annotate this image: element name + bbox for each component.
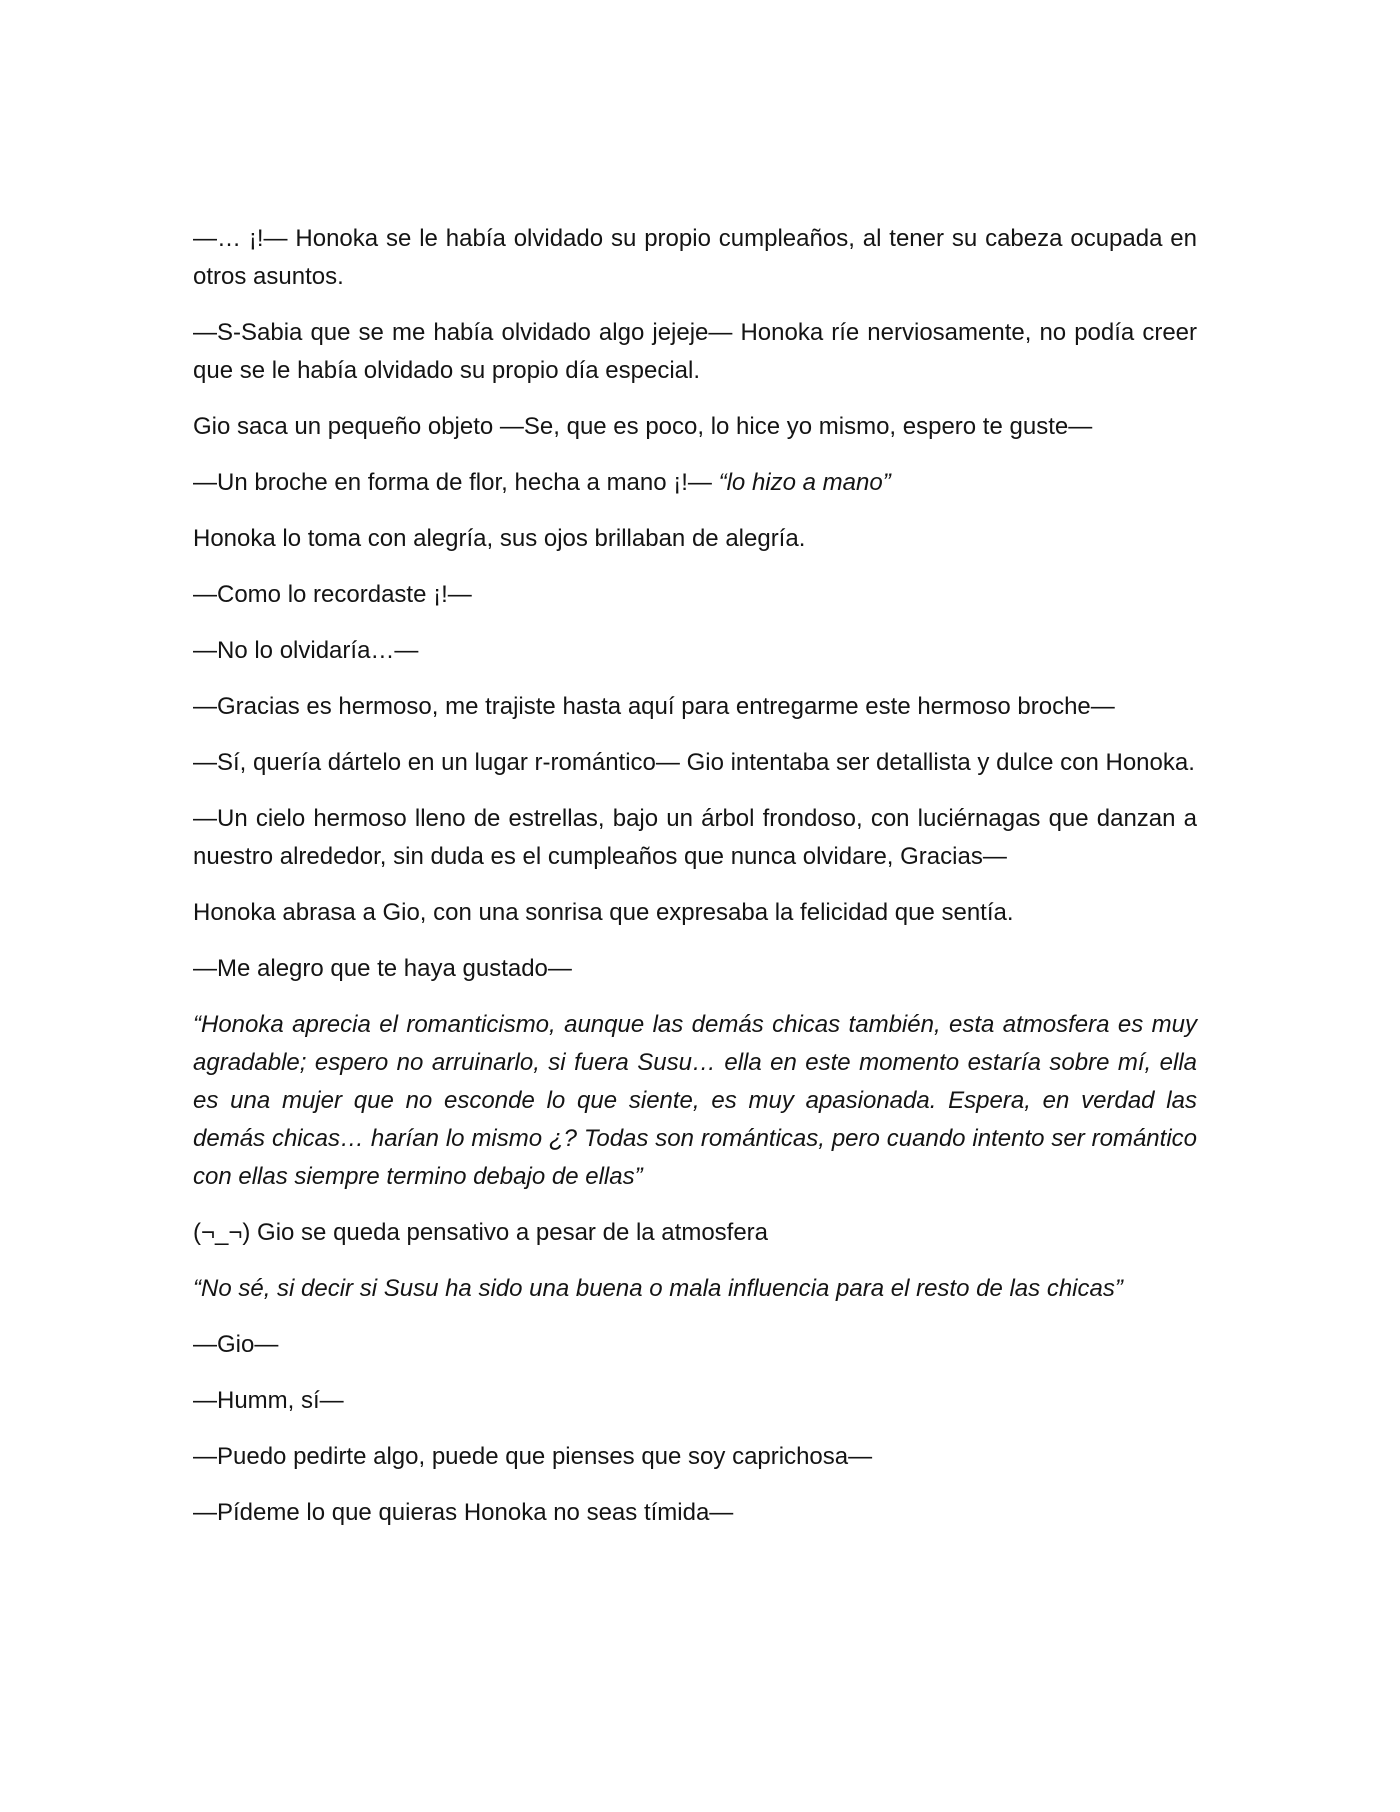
paragraph-6 (193, 576, 1197, 614)
paragraph-15-thought (193, 1270, 1197, 1308)
paragraph-text: “No sé, si decir si Susu ha sido una buena o mala influencia para el resto de las chicas” (193, 1275, 1123, 1302)
paragraph-14 (193, 1214, 1197, 1252)
paragraph-12 (193, 950, 1197, 988)
paragraph-text: —Sí, quería dártelo en un lugar r-romántico— Gio intentaba ser detallista y dulce con Honoka. (193, 749, 1195, 776)
paragraph-18 (193, 1438, 1197, 1476)
document-page (193, 220, 1197, 1550)
paragraph-19 (193, 1494, 1197, 1532)
paragraph-1 (193, 220, 1197, 296)
paragraph-text: —S-Sabia que se me había olvidado algo jejeje— Honoka ríe nerviosamente, no podía creer que se le había olvidado su propio día especial. (193, 319, 1197, 384)
paragraph-8 (193, 688, 1197, 726)
paragraph-text: “Honoka aprecia el romanticismo, aunque las demás chicas también, esta atmosfera es muy agradable; espero no arruinarlo, si fuera Susu… ella en este momento estaría sobre mí, ella es una mujer que no esconde lo que siente, es muy apasionada. Espera, en verdad las demás chicas… harían lo mismo ¿? Todas son románticas, pero cuando intento ser romántico con ellas siempre termino debajo de ellas” (193, 1011, 1197, 1190)
paragraph-text: —Gio— (193, 1331, 279, 1358)
paragraph-17 (193, 1382, 1197, 1420)
paragraph-text: —Pídeme lo que quieras Honoka no seas tímida— (193, 1499, 734, 1526)
paragraph-text: —No lo olvidaría…— (193, 637, 419, 664)
paragraph-4 (193, 464, 1197, 502)
paragraph-text: —Me alegro que te haya gustado— (193, 955, 572, 982)
paragraph-text: —… ¡!— Honoka se le había olvidado su propio cumpleaños, al tener su cabeza ocupada en otros asuntos. (193, 225, 1197, 290)
paragraph-5 (193, 520, 1197, 558)
paragraph-11 (193, 894, 1197, 932)
paragraph-16 (193, 1326, 1197, 1364)
paragraph-text: —Un cielo hermoso lleno de estrellas, bajo un árbol frondoso, con luciérnagas que danzan a nuestro alrededor, sin duda es el cumpleaños que nunca olvidare, Gracias— (193, 805, 1197, 870)
paragraph-3 (193, 408, 1197, 446)
paragraph-2 (193, 314, 1197, 390)
paragraph-13-thought (193, 1006, 1197, 1196)
paragraph-text: Honoka abrasa a Gio, con una sonrisa que expresaba la felicidad que sentía. (193, 899, 1014, 926)
paragraph-text: —Un broche en forma de flor, hecha a mano ¡!— (193, 469, 719, 496)
paragraph-text: —Puedo pedirte algo, puede que pienses que soy caprichosa— (193, 1443, 873, 1470)
paragraph-text: —Como lo recordaste ¡!— (193, 581, 472, 608)
paragraph-text: —Humm, sí— (193, 1387, 344, 1414)
paragraph-text: Honoka lo toma con alegría, sus ojos brillaban de alegría. (193, 525, 806, 552)
paragraph-10 (193, 800, 1197, 876)
paragraph-text: (¬_¬) Gio se queda pensativo a pesar de la atmosfera (193, 1219, 769, 1246)
paragraph-italic-thought: “lo hizo a mano” (718, 469, 891, 496)
paragraph-9 (193, 744, 1197, 782)
paragraph-7 (193, 632, 1197, 670)
paragraph-text: Gio saca un pequeño objeto —Se, que es poco, lo hice yo mismo, espero te guste— (193, 413, 1093, 440)
paragraph-text: —Gracias es hermoso, me trajiste hasta aquí para entregarme este hermoso broche— (193, 693, 1115, 720)
